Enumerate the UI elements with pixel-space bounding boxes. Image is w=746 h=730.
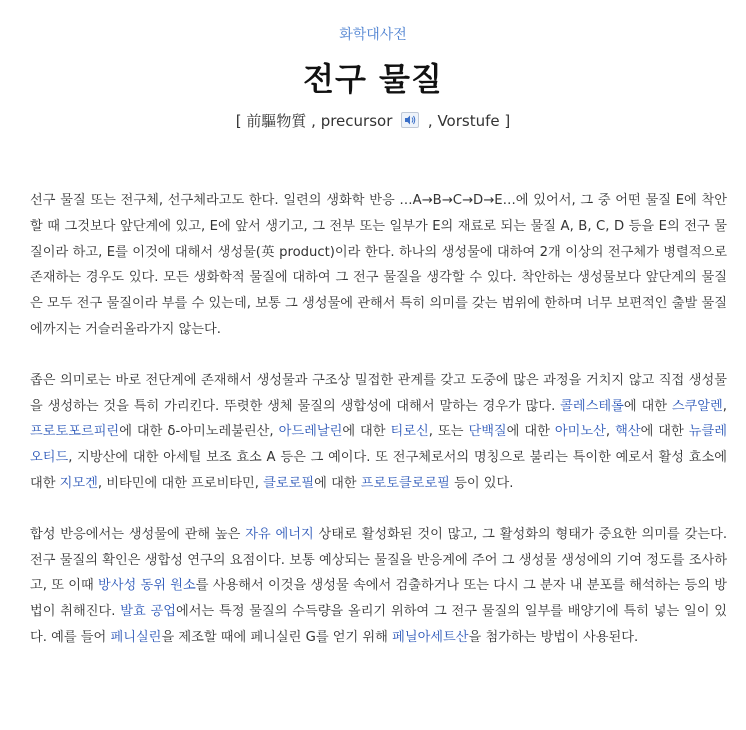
speaker-icon[interactable] xyxy=(401,112,419,128)
link-protein[interactable]: 단백질 xyxy=(468,424,507,440)
link-zymogen[interactable]: 지모겐 xyxy=(59,475,98,491)
link-amino-acid[interactable]: 아미노산 xyxy=(554,424,606,440)
link-tyrosine[interactable]: 티로신 xyxy=(390,424,429,440)
text-segment: 에 대한 xyxy=(623,398,672,414)
dictionary-name[interactable]: 화학대사전 xyxy=(339,27,407,43)
text-segment: , 지방산에 대한 아세틸 보조 효소 A 등은 그 예이다. 또 전구체로서의 명칭으로 불리는 특이한 예로서 활성 효소에 대한 xyxy=(30,450,727,491)
link-squalene[interactable]: 스쿠알렌 xyxy=(671,398,723,414)
text-segment: 좁은 의미로는 바로 전단계에 존재해서 생성물과 구조상 밀접한 관계를 갖고 도중에 많은 과정을 거치지 않고 직접 생성물을 생성하는 것을 특히 가리킨다. 뚜렷한 생체 물질의 생합성에 대해서 말하는 경우가 많다. xyxy=(30,372,727,414)
paragraph-2 xyxy=(30,368,727,497)
text-segment: , xyxy=(722,398,727,414)
link-fermentation-industry[interactable]: 발효 공업 xyxy=(120,604,176,620)
text-segment: 합성 반응에서는 생성물에 관해 높은 xyxy=(30,526,246,542)
text-segment: 을 첨가하는 방법이 사용된다. xyxy=(468,629,639,645)
paragraph-1: 선구 물질 또는 전구체, 선구체라고도 한다. 일련의 생화학 반응 …A→B→C→D→E…에 있어서, 그 중 어떤 물질 E에 착안할 때 그것보다 앞단계에 있고, E에 앞서 생기고, 그 전부 또는 일부가 E의 재료로 되는 물질 A, B, C, D 등을 E의 전구 물질이라 하고, E를 이것에 대해서 생성물(英 product)이라 한다. 하나의 생성물에 대하여 2개 이상의 전구체가 병렬적으로 존재하는 경우도 있다. 모든 생화학적 물질에 대하여 그 전구 물질을 생각할 수 있다. 착안하는 생성물보다 앞단계의 물질은 모두 전구 물질이라 부를 수 있는데, 보통 그 생성물에 관해서 특히 의미를 갖는 범위에 한하며 너무 보편적인 출발 물질에까지는 거슬러올라가지 않는다. xyxy=(30,193,727,337)
link-phenylacetic-acid[interactable]: 페닐아세트산 xyxy=(392,629,469,645)
link-adrenaline[interactable]: 아드레날린 xyxy=(278,424,343,440)
text-segment: 에 대한 δ-아미노레불린산, xyxy=(119,424,279,440)
text-segment: 에 대한 xyxy=(314,475,361,491)
text-segment: 에 대한 xyxy=(640,424,689,440)
text-segment: , 비타민에 대한 프로비타민, xyxy=(97,475,264,491)
link-protochlorophyll[interactable]: 프로토클로로필 xyxy=(360,475,450,491)
text-segment: , 또는 xyxy=(428,424,469,440)
link-cholesterol[interactable]: 콜레스테롤 xyxy=(560,398,624,414)
link-free-energy[interactable]: 자유 에너지 xyxy=(245,526,314,542)
term-origin-text: [ 前驅物質 , precursor xyxy=(235,112,398,130)
link-nucleic-acid[interactable]: 핵산 xyxy=(615,424,641,440)
text-segment: 에서는 특정 물질의 수득량을 올리기 위하여 그 전구 물질의 일부를 배양기에 특히 넣는 일이 있다. 예를 들어 xyxy=(30,604,727,645)
text-segment: 등이 있다. xyxy=(449,475,514,491)
text-segment: 을 제조할 때에 페니실린 G를 얻기 위해 xyxy=(161,629,393,645)
page-title: 전구 물질 xyxy=(303,60,443,98)
term-origin-text-end: , Vorstufe ] xyxy=(423,112,511,130)
link-penicillin[interactable]: 페니실린 xyxy=(110,629,162,645)
term-origin xyxy=(0,110,746,131)
text-segment: 에 대한 xyxy=(342,424,391,440)
article-body xyxy=(30,188,727,676)
text-segment: , xyxy=(605,424,616,440)
text-segment: 상태로 활성화된 것이 많고, 그 활성화의 형태가 중요한 의미를 갖는다. 전구 물질의 확인은 생합성 연구의 요점이다. 보통 예상되는 물질을 반응계에 주어 그 생성물 생성에의 기여 정도를 조사하고, 또 이때 xyxy=(30,526,728,594)
link-protoporphyrin[interactable]: 프로토포르피린 xyxy=(30,424,120,440)
link-nucleotide[interactable]: 뉴클레오티드 xyxy=(30,424,728,466)
link-radioisotope[interactable]: 방사성 동위 원소 xyxy=(98,578,196,594)
link-chlorophyll[interactable]: 클로로필 xyxy=(263,475,315,491)
text-segment: 에 대한 xyxy=(506,424,555,440)
text-segment: 를 사용해서 이것을 생성물 속에서 검출하거나 또는 다시 그 분자 내 분포를 해석하는 등의 방법이 취해진다. xyxy=(30,578,727,620)
paragraph-3 xyxy=(30,522,727,651)
